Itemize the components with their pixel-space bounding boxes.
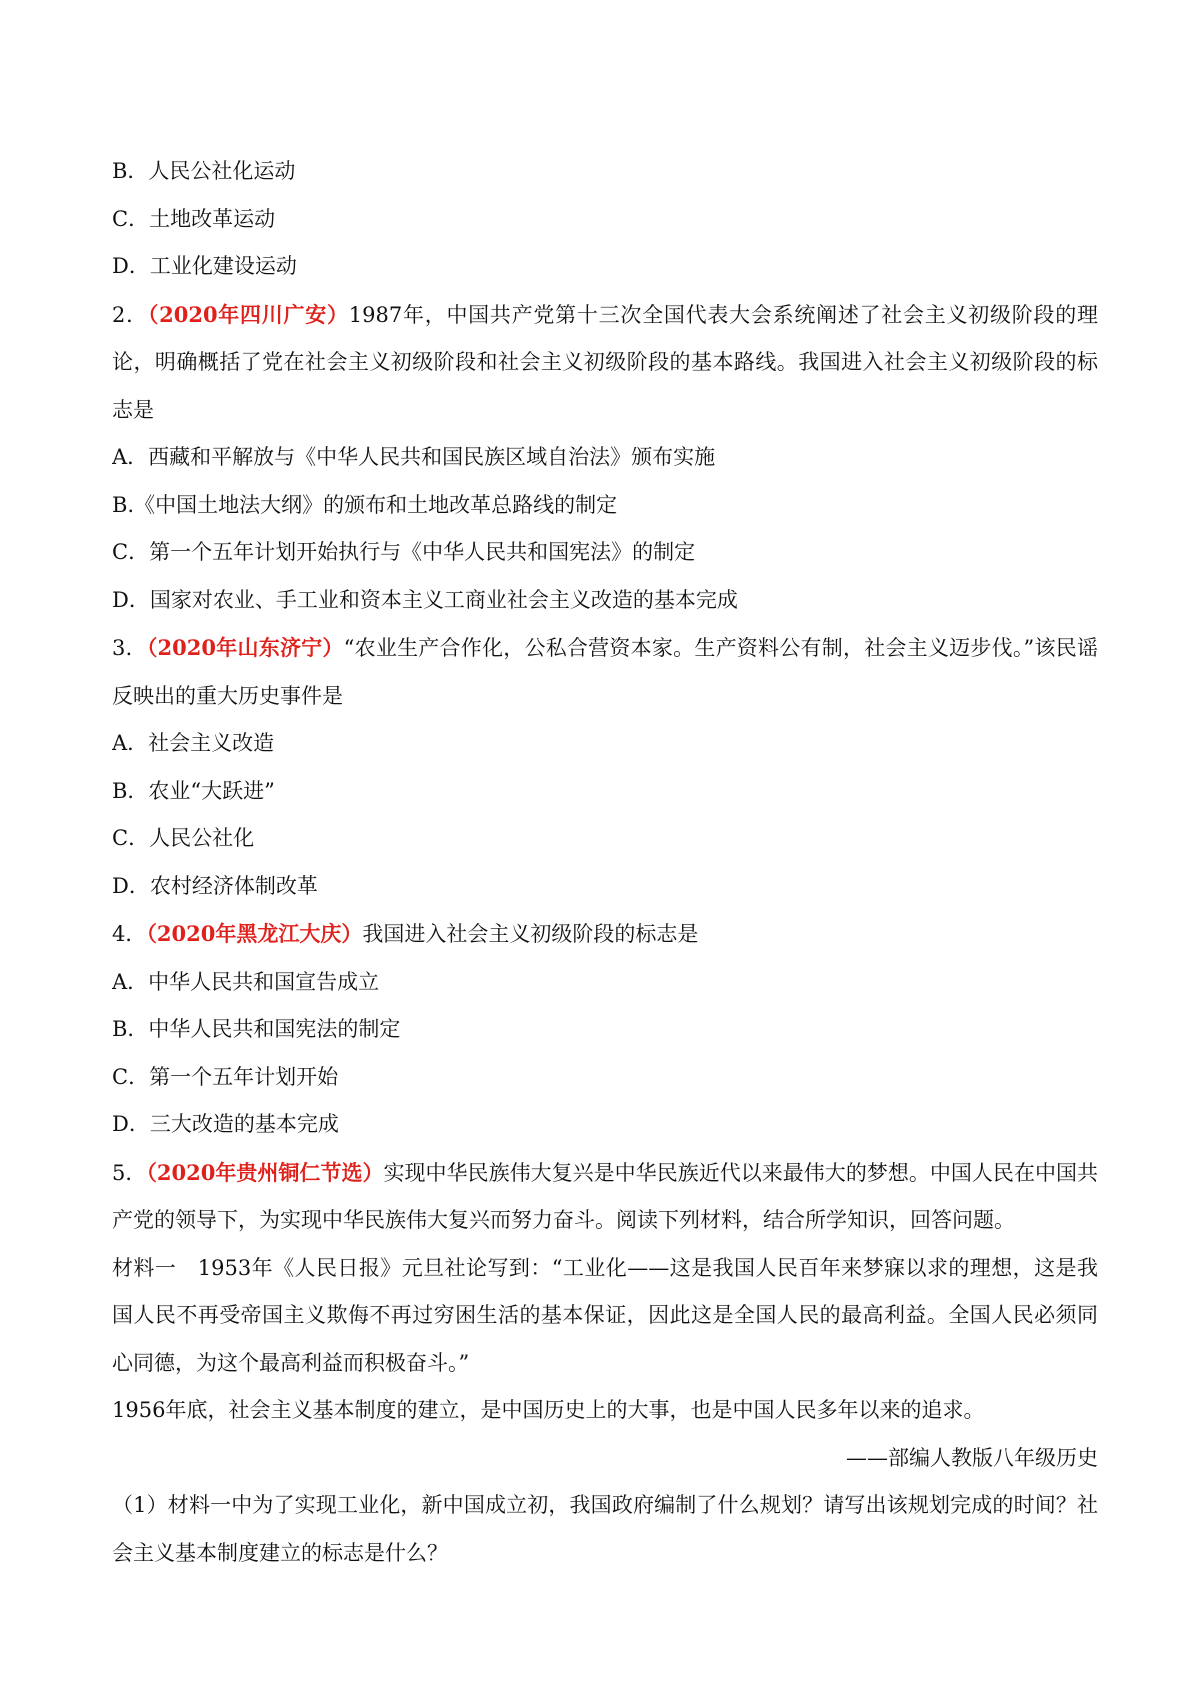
q3-option-d: D．农村经济体制改革 [112, 873, 318, 898]
q3-option-a: A．社会主义改造 [112, 731, 275, 755]
q5-subquestion-1: （1）材料一中为了实现工业化，新中国成立初，我国政府编制了什么规划？请写出该规划完成的时间？社会主义基本制度建立的标志是什么？ [112, 1493, 1098, 1565]
q3-number: 3． [112, 636, 147, 660]
q3-source: （2020年山东济宁） [146, 635, 344, 660]
q4-text: 我国进入社会主义初级阶段的标志是 [362, 922, 699, 946]
q2-option-a: A．西藏和平解放与《中华人民共和国民族区域自治法》颁布实施 [112, 445, 716, 469]
q5-material-1: 材料一 1953年《人民日报》元旦社论写到：“工业化——这是我国人民百年来梦寐以求的理想，这是我国人民不再受帝国主义欺侮不再过穷困生活的基本保证，因此这是全国人民的最高利益。全国人民必须同心同德，为这个最高利益而积极奋斗。” [112, 1255, 1098, 1375]
q3-text: “农业生产合作化，公私合营资本家。生产资料公有制，社会主义迈步伐。”该民谣反映出的重大历史事件是 [112, 636, 1098, 708]
q2-text: 1987年，中国共产党第十三次全国代表大会系统阐述了社会主义初级阶段的理论，明确概括了党在社会主义初级阶段和社会主义初级阶段的基本路线。我国进入社会主义初级阶段的标志是 [112, 302, 1098, 422]
q3-option-b: B．农业“大跃进” [112, 778, 275, 803]
q1-option-d: D．工业化建设运动 [112, 254, 297, 278]
q5-stem [112, 1149, 1098, 1245]
q4-option-b: B．中华人民共和国宪法的制定 [112, 1017, 401, 1041]
q5-text: 实现中华民族伟大复兴是中华民族近代以来最伟大的梦想。中国人民在中国共产党的领导下，为实现中华民族伟大复兴而努力奋斗。阅读下列材料，结合所学知识，回答问题。 [112, 1160, 1098, 1232]
q4-source: （2020年黑龙江大庆） [146, 921, 363, 946]
q2-option-c: C．第一个五年计划开始执行与《中华人民共和国宪法》的制定 [112, 540, 696, 564]
q4-number: 4． [112, 922, 147, 946]
q4-option-a: A．中华人民共和国宣告成立 [112, 969, 380, 994]
q1-option-c: C．土地改革运动 [112, 206, 276, 231]
q2-source: （2020年四川广安） [147, 301, 349, 327]
document-page [112, 148, 1098, 1577]
q2-option-d: D．国家对农业、手工业和资本主义工商业社会主义改造的基本完成 [112, 587, 738, 612]
q2-option-b: B.《中国土地法大纲》的颁布和土地改革总路线的制定 [112, 492, 618, 517]
q5-number: 5． [112, 1160, 147, 1185]
q2-stem [112, 291, 1098, 435]
q5-source: （2020年贵州铜仁节选） [146, 1159, 384, 1185]
q3-option-c: C．人民公社化 [112, 826, 255, 850]
q3-stem [112, 624, 1098, 720]
q1-option-b: B．人民公社化运动 [112, 159, 296, 183]
q2-number: 2． [112, 302, 148, 327]
q4-option-d: D．三大改造的基本完成 [112, 1112, 339, 1136]
q4-option-c: C．第一个五年计划开始 [112, 1064, 339, 1089]
q5-citation: ——部编人教版八年级历史 [846, 1445, 1098, 1470]
q4-stem [112, 910, 1098, 959]
q5-material-2: 1956年底，社会主义基本制度的建立，是中国历史上的大事，也是中国人民多年以来的追求。 [112, 1398, 985, 1422]
